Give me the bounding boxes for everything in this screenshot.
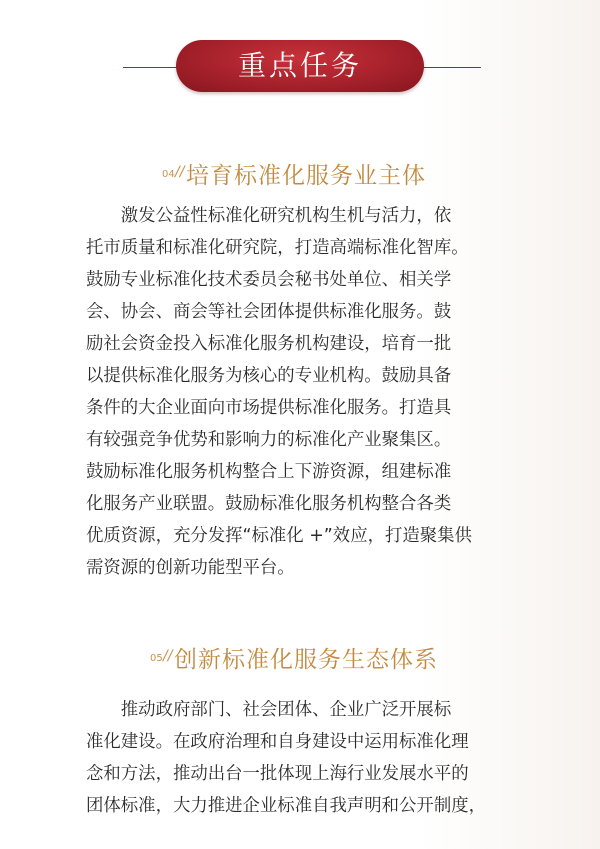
text-line: 有较强竞争优势和影响力的标准化产业聚集区。 <box>86 430 452 450</box>
text-line: 化服务产业联盟。鼓励标准化服务机构整合各类 <box>86 494 452 514</box>
text-line: 鼓励专业标准化技术委员会秘书处单位、相关学 <box>86 270 452 290</box>
text-line: 鼓励标准化服务机构整合上下游资源，组建标准 <box>86 462 452 482</box>
section-number: 05 <box>150 653 163 664</box>
text-line: 需资源的创新功能型平台。 <box>86 558 295 578</box>
section-number: 04 <box>162 169 175 180</box>
text-line: 推动政府部门、社会团体、企业广泛开展标 <box>86 700 452 720</box>
text-line: 团体标准，大力推进企业标准自我声明和公开制度， <box>86 796 486 816</box>
text-line: 准化建设。在政府治理和自身建设中运用标准化理 <box>86 732 469 752</box>
page-header-banner <box>0 38 600 98</box>
text-line: 托市质量和标准化研究院，打造高端标准化智库。 <box>86 238 469 258</box>
text-line: 激发公益性标准化研究机构生机与活力，依 <box>86 206 452 226</box>
page-title: 重点任务 <box>237 49 362 82</box>
text-line: 会、协会、商会等社会团体提供标准化服务。鼓 <box>86 302 452 322</box>
text-line: 优质资源，充分发挥“标准化 +”效应，打造聚集供 <box>86 526 472 546</box>
section-slash-icon: // <box>163 648 173 664</box>
section-slash-icon: // <box>175 164 185 180</box>
section-heading-05 <box>150 641 470 681</box>
section-title: 创新标准化服务生态体系 <box>174 647 438 673</box>
section-title: 培育标准化服务业主体 <box>186 163 426 189</box>
text-line: 念和方法，推动出台一批体现上海行业发展水平的 <box>86 764 469 784</box>
text-line: 条件的大企业面向市场提供标准化服务。打造具 <box>86 398 452 418</box>
section-05-body <box>86 694 522 822</box>
text-line: 以提供标准化服务为核心的专业机构。鼓励具备 <box>86 366 452 386</box>
text-line: 励社会资金投入标准化服务机构建设，培育一批 <box>86 334 452 354</box>
section-heading-04 <box>162 157 462 197</box>
section-04-body <box>86 200 522 584</box>
header-right-rule <box>417 67 481 68</box>
